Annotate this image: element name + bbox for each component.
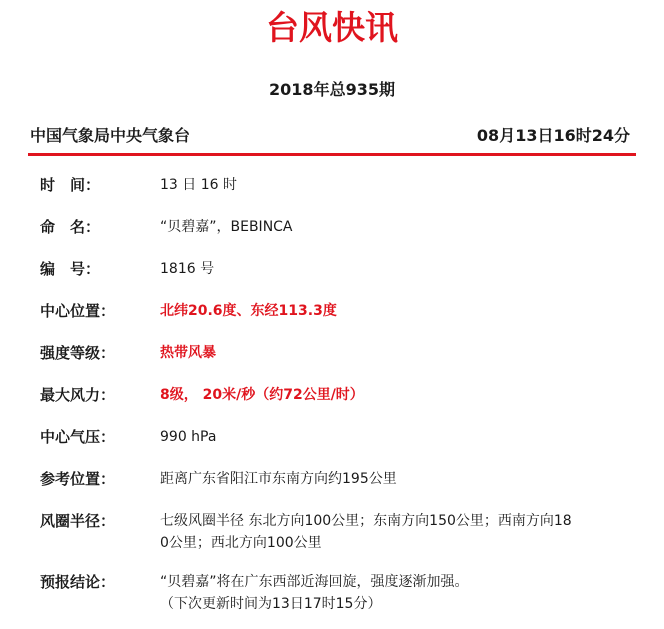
name-label: 命 名： — [40, 218, 101, 236]
header-divider — [28, 153, 636, 156]
pressure-label: 中心气压： — [40, 428, 116, 446]
time-value: 13 日 16 时 — [160, 177, 237, 193]
name-value: “贝碧嘉”，BEBINCA — [160, 219, 293, 235]
max-wind-label: 最大风力： — [40, 386, 116, 404]
wind-radius-line: 0公里；西北方向100公里 — [160, 535, 322, 551]
issue-number: 2018年总935期 — [269, 80, 395, 99]
number-value: 1816 号 — [160, 261, 215, 277]
pressure-value: 990 hPa — [160, 429, 217, 445]
forecast-value — [160, 571, 469, 615]
forecast-line: （下次更新时间为13日17时15分） — [160, 596, 382, 612]
number-label: 编 号： — [40, 260, 101, 278]
wind-radius-value — [160, 510, 572, 554]
forecast-label: 预报结论： — [40, 573, 116, 591]
bulletin-title: 台风快讯 — [266, 8, 398, 47]
center-position-label: 中心位置： — [40, 302, 116, 320]
wind-radius-label: 风圈半径： — [40, 512, 116, 530]
intensity-label: 强度等级： — [40, 344, 116, 362]
issue-datetime: 08月13日16时24分 — [476, 126, 630, 145]
reference-position-value: 距离广东省阳江市东南方向约195公里 — [160, 471, 397, 487]
max-wind-value: 8级， 20米/秒（约72公里/时） — [160, 387, 364, 403]
center-position-value: 北纬20.6度、东经113.3度 — [160, 303, 337, 319]
wind-radius-line: 七级风圈半径 东北方向100公里；东南方向150公里；西南方向18 — [160, 513, 572, 529]
time-label: 时 间： — [40, 176, 101, 194]
agency-name: 中国气象局中央气象台 — [30, 126, 191, 145]
reference-position-label: 参考位置： — [40, 470, 116, 488]
forecast-line: “贝碧嘉”将在广东西部近海回旋，强度逐渐加强。 — [160, 574, 469, 590]
intensity-value: 热带风暴 — [160, 345, 216, 361]
